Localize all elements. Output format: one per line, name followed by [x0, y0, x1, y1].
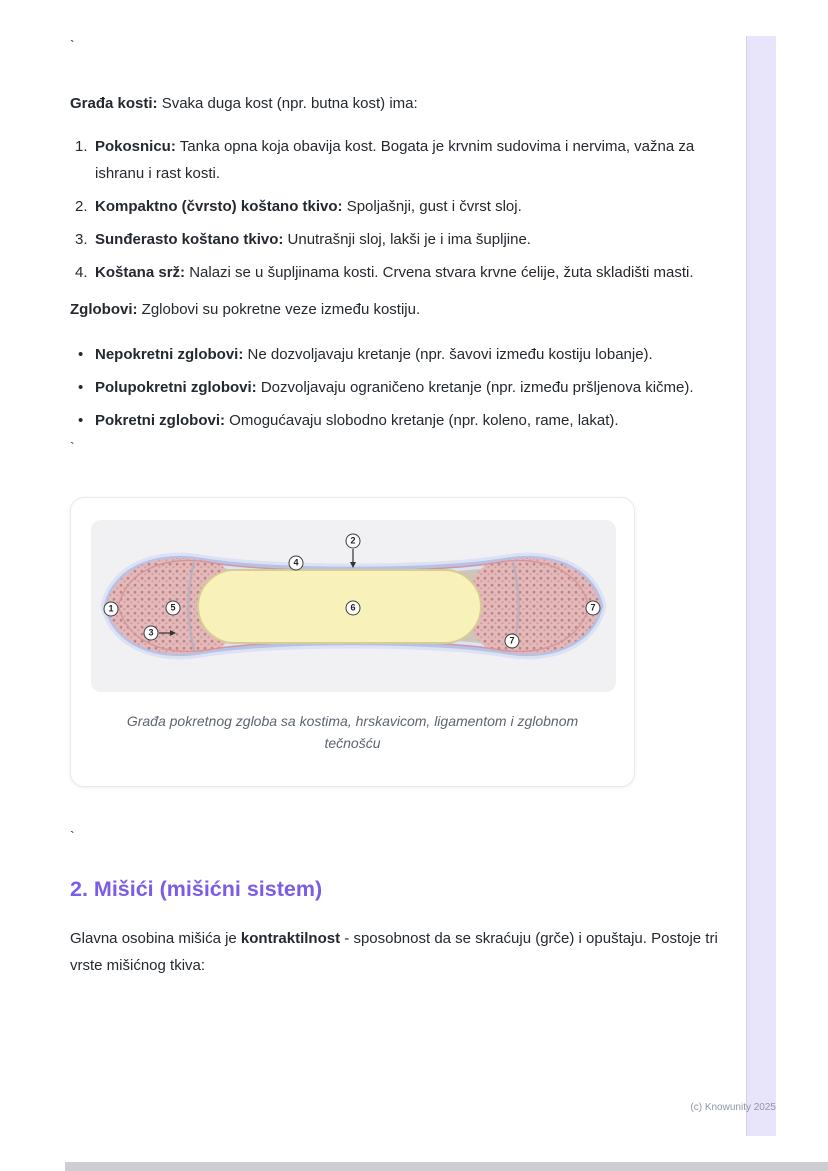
page-edge-strip — [746, 36, 776, 1136]
term-bold: Pokretni zglobovi: — [95, 412, 226, 429]
copyright-footer: (c) Knowunity 2025 — [690, 1102, 776, 1113]
joints-paragraph — [70, 296, 720, 323]
figure-label-7b: 7 — [505, 634, 520, 649]
bone-joint-illustration — [91, 520, 616, 692]
list-item — [70, 259, 720, 286]
list-marker: 4. — [75, 264, 88, 281]
tick-middle: ` — [70, 439, 75, 455]
bone-structure-text: Svaka duga kost (npr. butna kost) ima: — [157, 95, 418, 112]
term-bold: Nepokretni zglobovi: — [95, 346, 244, 363]
list-item-text — [95, 259, 720, 286]
list-item — [70, 407, 720, 434]
term-bold: Kompaktno (čvrsto) koštano tkivo: — [95, 198, 343, 215]
marrow-cavity — [198, 570, 481, 643]
term-bold: Polupokretni zglobovi: — [95, 379, 257, 396]
term-description: Dozvoljavaju ograničeno kretanje (npr. između pršljenova kičme). — [256, 379, 694, 396]
joint-types-list — [70, 341, 720, 434]
figure-label-4: 4 — [289, 556, 304, 571]
list-item-text — [95, 193, 720, 220]
tick-bottom: ` — [70, 828, 75, 844]
muscles-paragraph — [70, 925, 720, 979]
muscles-text-post: - sposobnost da se skraćuju (grče) i opuštaju. Postoje tri vrste mišićnog tkiva: — [70, 930, 718, 974]
muscles-term-bold: kontraktilnost — [240, 930, 341, 947]
term-description: Unutrašnji sloj, lakši je i ima šupljine. — [283, 231, 531, 248]
term-description: Spoljašnji, gust i čvrst sloj. — [342, 198, 522, 215]
muscles-text-pre: Glavna osobina mišića je — [70, 930, 241, 947]
bone-structure-term: Građa kosti: — [70, 95, 158, 112]
bone-layers-list — [70, 133, 720, 286]
joints-term: Zglobovi: — [70, 301, 138, 318]
figure-caption: Građa pokretnog zgloba sa kostima, hrskavicom, ligamentom i zglobnom tečnošću — [126, 713, 579, 751]
figure-label-5: 5 — [166, 601, 181, 616]
bone-structure-paragraph — [70, 90, 720, 117]
bullet-marker: • — [78, 346, 84, 363]
list-item — [70, 133, 720, 187]
list-item-text — [95, 374, 720, 401]
figure-label-7a: 7 — [586, 601, 601, 616]
document-body — [70, 0, 720, 979]
list-marker: 3. — [75, 231, 88, 248]
list-item-text — [95, 341, 720, 368]
list-item-text — [95, 133, 720, 187]
term-bold: Koštana srž: — [95, 264, 186, 281]
figure-card — [70, 497, 635, 787]
page-break-strip — [65, 1162, 828, 1171]
figure-label-3: 3 — [144, 626, 159, 641]
term-description: Nalazi se u šupljinama kosti. Crvena stvara krvne ćelije, žuta skladišti masti. — [185, 264, 694, 281]
tick-top: ` — [70, 37, 75, 53]
list-item — [70, 374, 720, 401]
list-item — [70, 341, 720, 368]
term-bold: Sunđerasto koštano tkivo: — [95, 231, 284, 248]
list-item — [70, 226, 720, 253]
bullet-marker: • — [78, 379, 84, 396]
term-description: Ne dozvoljavaju kretanje (npr. šavovi između kostiju lobanje). — [243, 346, 653, 363]
muscles-section-heading: 2. Mišići (mišićni sistem) — [70, 877, 323, 901]
joints-text: Zglobovi su pokretne veze između kostiju. — [137, 301, 421, 318]
term-description: Omogućavaju slobodno kretanje (npr. koleno, rame, lakat). — [225, 412, 619, 429]
figure-label-1: 1 — [104, 602, 119, 617]
list-item — [70, 193, 720, 220]
list-item-text — [95, 226, 720, 253]
figure-label-2: 2 — [346, 534, 361, 549]
list-item-text — [95, 407, 720, 434]
term-bold: Pokosnicu: — [95, 138, 176, 155]
figure-label-6: 6 — [346, 601, 361, 616]
bullet-marker: • — [78, 412, 84, 429]
list-marker: 1. — [75, 138, 88, 155]
list-marker: 2. — [75, 198, 88, 215]
term-description: Tanka opna koja obavija kost. Bogata je krvnim sudovima i nervima, važna za ishranu i rast kosti. — [95, 138, 695, 182]
